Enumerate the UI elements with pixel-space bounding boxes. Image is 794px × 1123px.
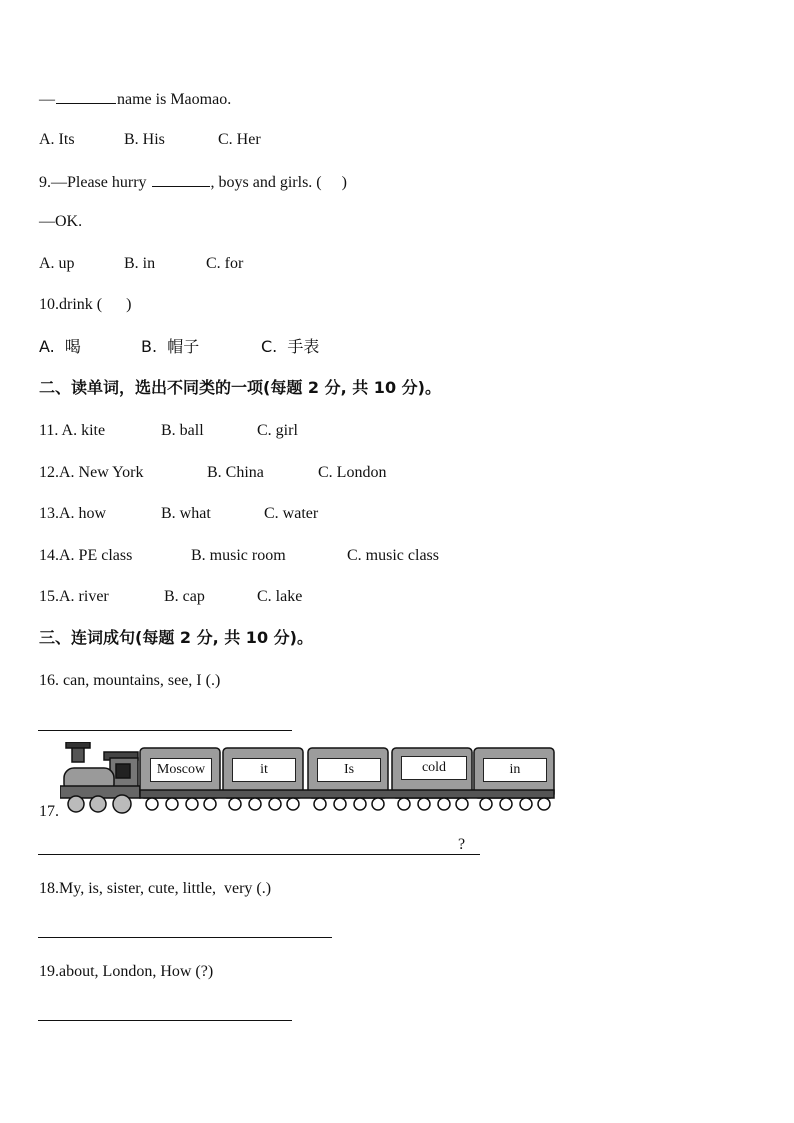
q18-stem: 18.My, is, sister, cute, little, very (.) — [39, 880, 272, 897]
q10-option-b[interactable]: B. 帽子 — [141, 337, 200, 356]
section2-title: 二、读单词，选出不同类的一项(每题 2 分, 共 10 分)。 — [39, 378, 441, 397]
q8-option-b[interactable]: B. His — [124, 131, 165, 148]
q19-stem: 19.about, London, How (?) — [39, 963, 214, 980]
q17-question-mark: ? — [458, 836, 466, 853]
q11-option-b[interactable]: B. ball — [161, 422, 204, 439]
q10-option-a[interactable]: A. 喝 — [39, 337, 81, 356]
q11 — [39, 421, 298, 441]
q8-prefix: — — [39, 91, 55, 108]
train-word-2: it — [232, 758, 296, 782]
q17-train-illustration — [60, 742, 560, 818]
q8-stem — [39, 88, 231, 110]
q12-option-a[interactable]: 12.A. New York — [39, 464, 144, 481]
q17-answer-line[interactable] — [38, 854, 480, 855]
q8-option-c[interactable]: C. Her — [218, 131, 261, 148]
q11-option-a[interactable]: 11. A. kite — [39, 422, 106, 439]
q9-option-a[interactable]: A. up — [39, 255, 75, 272]
q8-suffix: name is Maomao. — [117, 91, 232, 108]
q10-option-c[interactable]: C. 手表 — [261, 337, 320, 356]
q10-options — [39, 337, 319, 357]
q14-option-a[interactable]: 14.A. PE class — [39, 547, 133, 564]
q9-stem — [39, 171, 347, 193]
q12 — [39, 463, 386, 483]
q15-option-c[interactable]: C. lake — [257, 588, 303, 605]
q14-option-c[interactable]: C. music class — [347, 547, 439, 564]
q10-stem: 10.drink ( ) — [39, 296, 132, 313]
q9-option-c[interactable]: C. for — [206, 255, 244, 272]
q9-suffix: , boys and girls. ( ) — [210, 174, 347, 191]
q9-blank[interactable] — [152, 171, 210, 187]
train-word-4: cold — [401, 756, 467, 780]
q13-option-c[interactable]: C. water — [264, 505, 319, 522]
q13 — [39, 504, 318, 524]
q9-option-b[interactable]: B. in — [124, 255, 156, 272]
q16-stem: 16. can, mountains, see, I (.) — [39, 672, 221, 689]
q9-options — [39, 254, 243, 274]
q19-answer-line[interactable] — [38, 1020, 292, 1021]
train-word-5: in — [483, 758, 547, 782]
q16-answer-line[interactable] — [38, 730, 292, 731]
q8-option-a[interactable]: A. Its — [39, 131, 75, 148]
q13-option-b[interactable]: B. what — [161, 505, 211, 522]
q12-option-c[interactable]: C. London — [318, 464, 387, 481]
q18-answer-line[interactable] — [38, 937, 332, 938]
q17-number: 17. — [39, 803, 59, 820]
q8-blank[interactable] — [56, 88, 116, 104]
train-word-1: Moscow — [150, 758, 212, 782]
q14-option-b[interactable]: B. music room — [191, 547, 286, 564]
q12-option-b[interactable]: B. China — [207, 464, 264, 481]
q15-option-a[interactable]: 15.A. river — [39, 588, 109, 605]
q15 — [39, 587, 302, 607]
q11-option-c[interactable]: C. girl — [257, 422, 298, 439]
q13-option-a[interactable]: 13.A. how — [39, 505, 107, 522]
section3-title: 三、连词成句(每题 2 分, 共 10 分)。 — [39, 628, 313, 647]
q9-reply: —OK. — [39, 213, 83, 230]
q8-options — [39, 130, 261, 150]
q9-prefix: 9.—Please hurry — [39, 174, 147, 191]
q15-option-b[interactable]: B. cap — [164, 588, 205, 605]
train-word-3: Is — [317, 758, 381, 782]
q14 — [39, 546, 439, 566]
